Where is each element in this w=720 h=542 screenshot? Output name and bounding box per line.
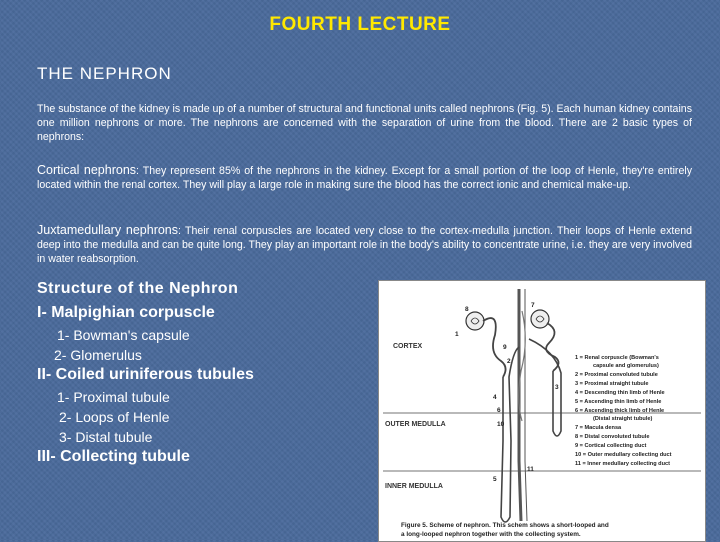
legend-line-12: 10 = Outer medullary collecting duct bbox=[575, 452, 672, 458]
legend-line-8: (Distal straight tubule) bbox=[593, 416, 653, 422]
legend-line-5: 4 = Descending thin limb of Henle bbox=[575, 390, 665, 396]
short-nephron-corpuscle bbox=[531, 310, 549, 328]
juxtamedullary-nephrons-paragraph bbox=[37, 223, 692, 266]
legend-line-13: 11 = Inner medullary collecting duct bbox=[575, 461, 670, 467]
long-nephron-corpuscle bbox=[466, 312, 484, 330]
nephron-scheme-svg bbox=[379, 281, 705, 541]
collecting-duct-wall bbox=[525, 289, 527, 521]
legend-line-10: 8 = Distal convoluted tubule bbox=[575, 434, 650, 440]
outline-part2-heading: II- Coiled uriniferous tubules bbox=[37, 366, 254, 383]
figure-caption-line-1: Figure 5. Scheme of nephron. This schem shows a short-looped and bbox=[401, 522, 609, 529]
outline-title: Structure of the Nephron bbox=[37, 280, 239, 297]
figure-number-7: 7 bbox=[531, 302, 535, 309]
section-heading: THE NEPHRON bbox=[37, 64, 172, 83]
legend-line-9: 7 = Macula densa bbox=[575, 425, 622, 431]
juxtamedullary-text: : Their renal corpuscles are located very close to the cortex-medulla junction. Their loops of Henle extend deep into the medulla and can be quite long. They play an important role in the body's ability to concentrate urine, i.e. they are very involved in water reabsorption. bbox=[37, 225, 692, 265]
cortical-nephrons-paragraph bbox=[37, 163, 692, 192]
intro-paragraph: The substance of the kidney is made up of a number of structural and functional units called nephrons (Fig. 5). Each human kidney contains one million nephrons or more. The nephrons are concerned with the separation of urine from the blood. There are 2 basic types of nephrons: bbox=[37, 103, 692, 143]
legend-line-2: capsule and glomerulus) bbox=[593, 363, 659, 369]
figure-number-5: 5 bbox=[493, 476, 497, 483]
legend-line-11: 9 = Cortical collecting duct bbox=[575, 443, 647, 449]
outline-part1-item-2: 2- Glomerulus bbox=[54, 347, 142, 363]
figure-number-3: 3 bbox=[555, 384, 559, 391]
figure-number-4: 4 bbox=[493, 394, 497, 401]
figure-number-8: 8 bbox=[465, 306, 469, 313]
outline-part2-item-2: 2- Loops of Henle bbox=[59, 409, 170, 425]
zone-label-cortex: CORTEX bbox=[393, 343, 423, 350]
outline-part3-heading: III- Collecting tubule bbox=[37, 448, 190, 465]
figure-caption-line-2: a long-looped nephron together with the collecting system. bbox=[401, 531, 581, 538]
nephron-figure bbox=[378, 280, 706, 542]
outline-part1-heading: I- Malpighian corpuscle bbox=[37, 304, 215, 321]
figure-number-9: 9 bbox=[503, 344, 507, 351]
outline-part2-item-3: 3- Distal tubule bbox=[59, 429, 153, 445]
figure-number-2: 2 bbox=[507, 358, 511, 365]
long-loop-of-henle bbox=[501, 347, 519, 522]
figure-number-10: 10 bbox=[497, 421, 505, 428]
zone-label-outer-medulla: OUTER MEDULLA bbox=[385, 421, 446, 428]
cortical-term: Cortical nephrons bbox=[37, 163, 137, 177]
legend-line-7: 6 = Ascending thick limb of Henle bbox=[575, 408, 665, 414]
figure-number-11: 11 bbox=[527, 466, 534, 473]
legend-line-6: 5 = Ascending thin limb of Henle bbox=[575, 399, 662, 405]
lecture-title: FOURTH LECTURE bbox=[269, 14, 451, 35]
juxtamedullary-term: Juxtamedullary nephrons bbox=[37, 223, 179, 237]
legend-line-1: 1 = Renal corpuscle (Bowman's bbox=[575, 355, 659, 361]
legend-line-3: 2 = Proximal convoluted tubule bbox=[575, 372, 658, 378]
zone-label-inner-medulla: INNER MEDULLA bbox=[385, 483, 443, 490]
outline-part1-item-1: 1- Bowman's capsule bbox=[57, 327, 190, 343]
outline-part2-item-1: 1- Proximal tubule bbox=[57, 389, 170, 405]
figure-number-1: 1 bbox=[455, 331, 459, 338]
figure-number-6: 6 bbox=[497, 407, 501, 414]
cortical-text: : They represent 85% of the nephrons in the kidney. Except for a small portion of the loop of Henle, they're entirely located within the renal cortex. They will play a large role in making sure the blood has the correct ionic and chemical make-up. bbox=[37, 165, 692, 191]
legend-line-4: 3 = Proximal straight tubule bbox=[575, 381, 649, 387]
